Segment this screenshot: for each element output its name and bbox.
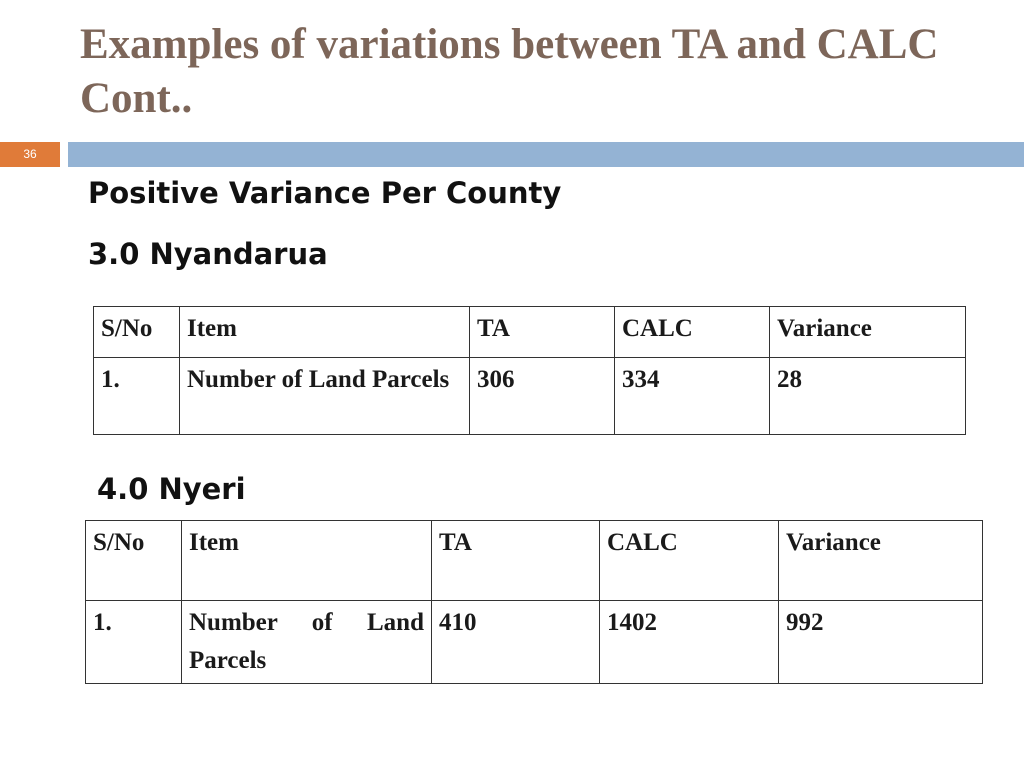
header-divider-bar: [68, 142, 1024, 167]
header-cell-variance: Variance: [779, 521, 983, 601]
cell-calc: 334: [615, 358, 770, 435]
cell-sno: 1.: [94, 358, 180, 435]
cell-ta: 306: [470, 358, 615, 435]
header-cell-variance: Variance: [770, 307, 966, 358]
nyandarua-table: [93, 306, 966, 435]
header-cell-item: Item: [180, 307, 470, 358]
cell-sno: 1.: [86, 601, 182, 684]
cell-variance: 28: [770, 358, 966, 435]
slide-title-line-1: Examples of variations between TA and CALC: [80, 21, 939, 68]
table-row: [86, 601, 983, 684]
nyeri-table: [85, 520, 983, 684]
header-cell-sno: S/No: [94, 307, 180, 358]
cell-calc: 1402: [600, 601, 779, 684]
table-header-row: [94, 307, 966, 358]
cell-ta: 410: [432, 601, 600, 684]
section-heading: Positive Variance Per County: [88, 176, 562, 210]
nyeri-heading: 4.0 Nyeri: [97, 472, 246, 506]
slide-title: [80, 18, 1010, 126]
header-cell-item: Item: [182, 521, 432, 601]
table-header-row: [86, 521, 983, 601]
cell-item: Number of Land Parcels: [180, 358, 470, 435]
header-cell-calc: CALC: [615, 307, 770, 358]
table-row: [94, 358, 966, 435]
header-cell-sno: S/No: [86, 521, 182, 601]
nyandarua-heading: 3.0 Nyandarua: [88, 237, 328, 271]
slide-title-line-2: Cont..: [80, 75, 193, 122]
header-cell-calc: CALC: [600, 521, 779, 601]
header-cell-ta: TA: [470, 307, 615, 358]
header-cell-ta: TA: [432, 521, 600, 601]
cell-item: Number of Land Parcels: [182, 601, 432, 684]
slide-number: 36: [0, 142, 60, 167]
cell-variance: 992: [779, 601, 983, 684]
